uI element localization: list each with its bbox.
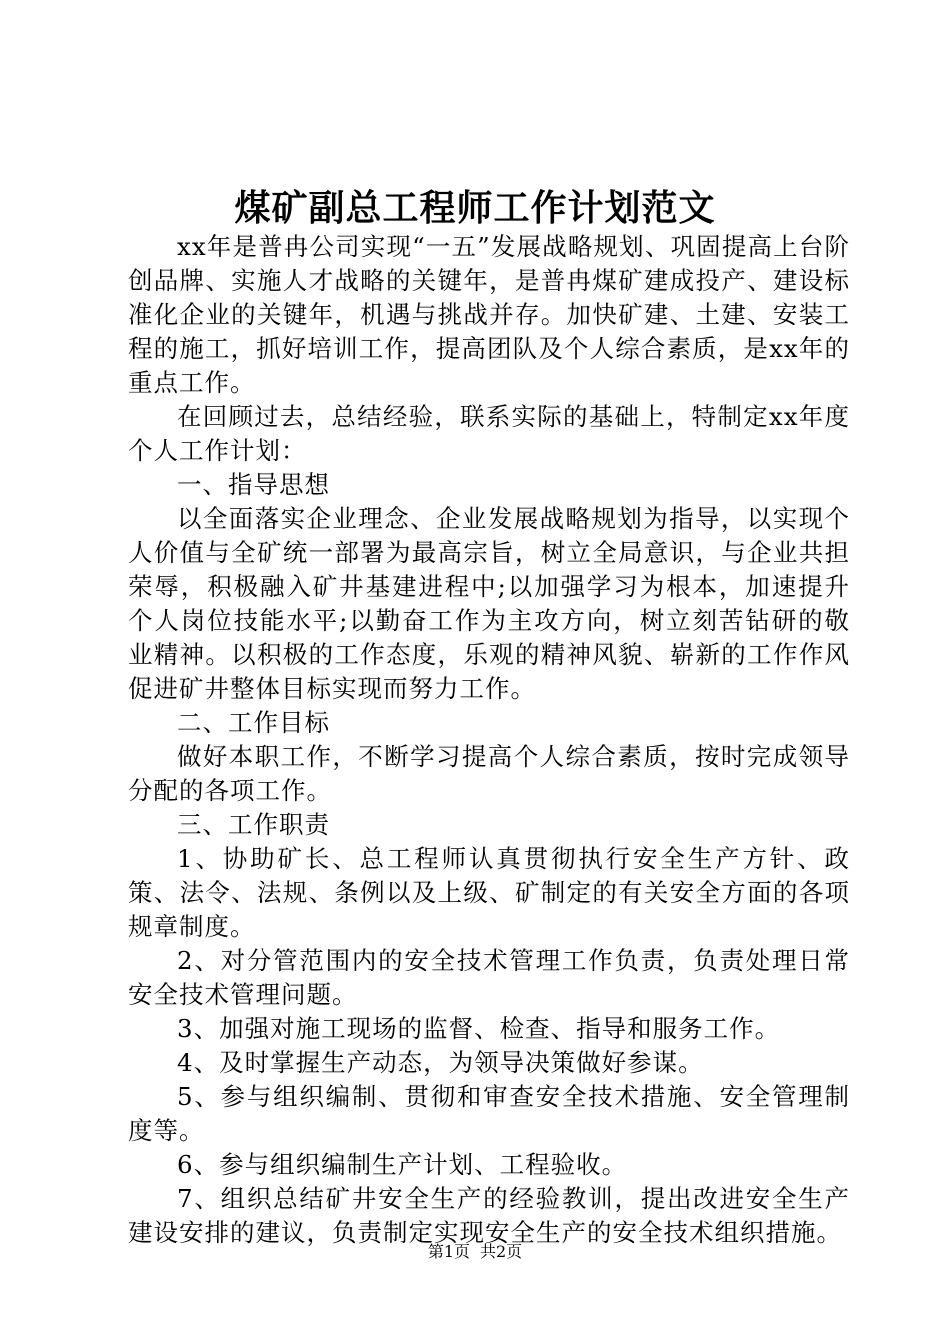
duty-item-6: 6、参与组织编制生产计划、工程验收。 [177, 1150, 628, 1179]
document-title: 煤矿副总工程师工作计划范文 [234, 187, 716, 229]
paragraph-guiding-thought: 以全面落实企业理念、企业发展战略规划为指导，以实现个人价值与全矿统一部署为最高宗旨，树立全局意识，与企业共担荣辱，积极融入矿井基建进程中;以加强学习为根本，加速提升个人岗位技能水平;以勤奋工作为主攻方向，树立刻苦钻研的敬业精神。以积极的工作态度，乐观的精神风貌、崭新的工作作风促进矿井整体目标实现而努力工作。 [128, 504, 850, 703]
section-heading-work-goal: 二、工作目标 [177, 708, 330, 737]
section-heading-duties: 三、工作职责 [177, 810, 330, 839]
duty-item-4: 4、及时掌握生产动态，为领导决策做好参谋。 [177, 1048, 704, 1077]
duty-item-3: 3、加强对施工现场的监督、检查、指导和服务工作。 [177, 1014, 781, 1043]
paragraph-intro: xx年是普冉公司实现“一五”发展战略规划、巩固提高上台阶创品牌、实施人才战略的关键年，是普冉煤矿建成投产、建设标准化企业的关键年，机遇与挑战并存。加快矿建、土建、安装工程的施工，抓好培训工作，提高团队及个人综合素质，是xx年的重点工作。 [128, 232, 850, 397]
duty-item-5: 5、参与组织编制、贯彻和审查安全技术措施、安全管理制度等。 [128, 1082, 850, 1145]
duty-item-7: 7、组织总结矿井安全生产的经验教训，提出改进安全生产建设安排的建议，负责制定实现安全生产的安全技术组织措施。 [128, 1184, 850, 1247]
paragraph-work-goal: 做好本职工作，不断学习提高个人综合素质，按时完成领导分配的各项工作。 [128, 742, 850, 805]
duty-item-1: 1、协助矿长、总工程师认真贯彻执行安全生产方针、政策、法令、法规、条例以及上级、矿制定的有关安全方面的各项规章制度。 [128, 844, 850, 941]
page-total: 共2页 [480, 1242, 523, 1261]
page-footer [0, 1240, 950, 1264]
document-body [128, 230, 850, 1250]
section-heading-guiding-thought: 一、指导思想 [177, 470, 330, 499]
paragraph-plan-basis: 在回顾过去，总结经验，联系实际的基础上，特制定xx年度个人工作计划： [128, 402, 850, 465]
duty-item-2: 2、对分管范围内的安全技术管理工作负责，负责处理日常安全技术管理问题。 [128, 946, 850, 1009]
page-number: 第1页 [427, 1242, 470, 1261]
